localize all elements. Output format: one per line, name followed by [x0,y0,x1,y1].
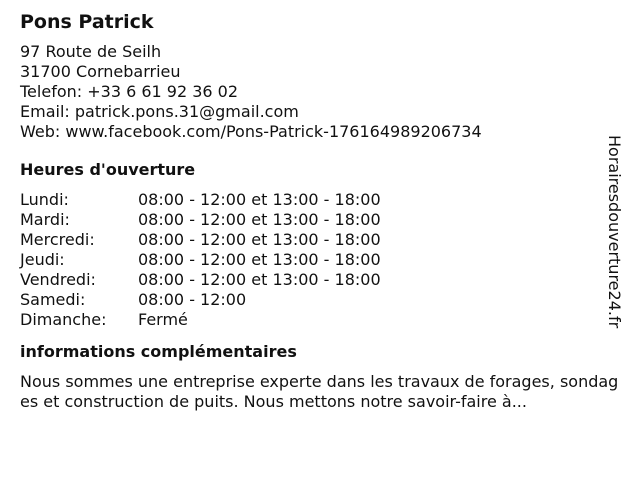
hours-row-sunday [20,310,620,330]
time-value: 08:00 - 12:00 et 13:00 - 18:00 [138,250,381,269]
day-label: Lundi: [20,190,69,209]
day-label: Mardi: [20,210,70,229]
business-name: Pons Patrick [20,11,154,33]
time-value: 08:00 - 12:00 et 13:00 - 18:00 [138,190,381,209]
email-line: Email: patrick.pons.31@gmail.com [20,102,299,121]
opening-hours-table [20,190,620,330]
additional-info-heading: informations complémentaires [20,342,297,361]
phone-line: Telefon: +33 6 61 92 36 02 [20,82,239,101]
hours-row-thursday [20,250,620,270]
day-label: Jeudi: [20,250,65,269]
business-card [20,10,620,412]
day-label: Vendredi: [20,270,96,289]
address-line-street: 97 Route de Seilh [20,42,162,61]
time-value: 08:00 - 12:00 et 13:00 - 18:00 [138,230,381,249]
site-watermark: Horairesdouverture24.fr [605,135,624,329]
day-label: Dimanche: [20,310,107,329]
additional-info-text: Nous sommes une entreprise experte dans les travaux de forages, sondages et construction de puits. Nous mettons notre savoir-faire à... [20,372,619,411]
hours-row-friday [20,270,620,290]
hours-row-wednesday [20,230,620,250]
time-value: Fermé [138,310,188,329]
hours-row-tuesday [20,210,620,230]
time-value: 08:00 - 12:00 et 13:00 - 18:00 [138,210,381,229]
hours-row-saturday [20,290,620,310]
hours-row-monday [20,190,620,210]
web-line: Web: www.facebook.com/Pons-Patrick-176164989206734 [20,122,482,141]
day-label: Samedi: [20,290,86,309]
day-label: Mercredi: [20,230,95,249]
address-line-city: 31700 Cornebarrieu [20,62,181,81]
opening-hours-heading: Heures d'ouverture [20,160,196,179]
time-value: 08:00 - 12:00 et 13:00 - 18:00 [138,270,381,289]
time-value: 08:00 - 12:00 [138,290,247,309]
